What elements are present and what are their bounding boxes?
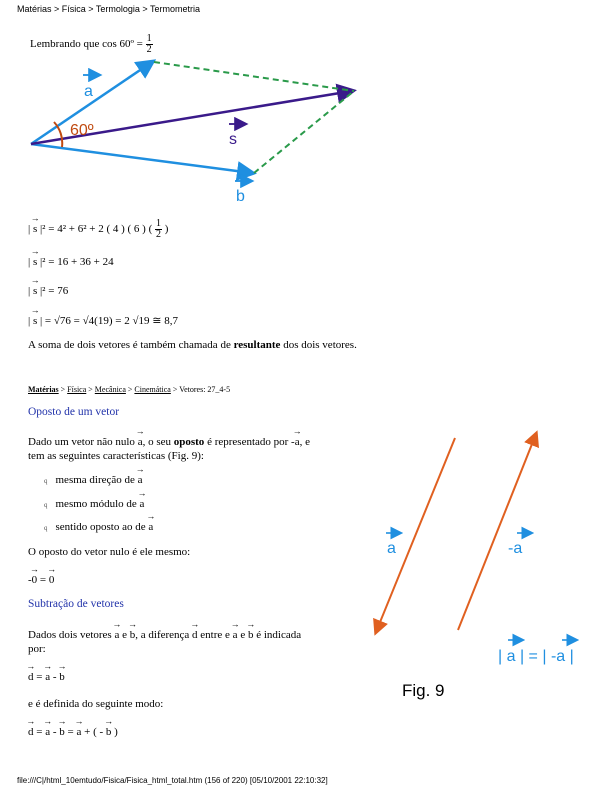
- intro-text: [30, 34, 153, 55]
- fig9-caption: Fig. 9: [402, 681, 445, 700]
- fraction-numerator: 1: [146, 33, 152, 44]
- text: -: [28, 574, 32, 586]
- dashed-side-right: [254, 91, 354, 173]
- separator: >: [125, 385, 135, 394]
- vector-b: → b: [59, 725, 65, 739]
- dashed-side-top: [154, 62, 354, 91]
- vector-s: → s: [33, 314, 37, 328]
- oposto-paragraph: [28, 435, 368, 463]
- vector-b: → b: [130, 628, 136, 642]
- text: , a diferença: [135, 629, 193, 641]
- equation-body: | = √76 = √4(19) = 2 √19 ≅ 8,7: [39, 315, 178, 327]
- vector-d: → d: [28, 670, 34, 684]
- angle-label: 60º: [70, 122, 94, 139]
- abs-bar: |: [28, 256, 31, 268]
- vector-s: → s: [33, 222, 37, 236]
- heading-oposto: Oposto de um vetor: [28, 406, 120, 418]
- fraction-denominator: 2: [156, 229, 162, 240]
- breadcrumb-mid: [28, 385, 230, 394]
- equation-4: [28, 314, 178, 328]
- vector-zero: → 0: [49, 573, 55, 587]
- link-cinematica[interactable]: Cinemática: [134, 385, 171, 394]
- breadcrumb: Matérias > Física > Termologia > Termometria: [17, 4, 200, 14]
- breadcrumb-current: > Vetores: 27_4-5: [170, 385, 231, 394]
- list-item: [44, 520, 153, 535]
- text: Dados dois vetores: [28, 629, 115, 641]
- text: ): [111, 726, 118, 738]
- text: dos dois vetores.: [280, 339, 357, 351]
- abs-bar: |: [28, 315, 31, 327]
- vector-a-line: [376, 438, 455, 632]
- vector-d: → d: [28, 725, 34, 739]
- nulo-text: O oposto do vetor nulo é ele mesmo:: [28, 546, 191, 558]
- separator: >: [58, 385, 68, 394]
- subtracao-eq1: [28, 670, 65, 684]
- text: é representado por -: [204, 436, 295, 448]
- text: mesmo módulo de: [55, 498, 140, 510]
- defined-text: e é definida do seguinte modo:: [28, 698, 164, 710]
- vector-a: → a: [148, 520, 153, 534]
- fraction-numerator: 1: [156, 218, 162, 229]
- text: -: [50, 671, 60, 683]
- text: =: [64, 726, 77, 738]
- vector-s: → s: [33, 255, 37, 269]
- label-b: b: [236, 188, 245, 205]
- intro-label: Lembrando que cos 60º =: [30, 38, 143, 51]
- label-a: a: [387, 540, 396, 557]
- link-mecanica[interactable]: Mecânica: [94, 385, 126, 394]
- list-item: [44, 473, 143, 488]
- text: =: [33, 726, 46, 738]
- text: entre e: [197, 629, 233, 641]
- text: é indicada: [253, 629, 302, 641]
- text: + ( -: [81, 726, 106, 738]
- fraction: [146, 34, 153, 55]
- label-neg-a: -a: [508, 540, 523, 557]
- subtracao-paragraph: [28, 628, 368, 656]
- text: =: [33, 671, 46, 683]
- equation-close: ): [164, 223, 169, 236]
- fraction: [155, 219, 162, 240]
- vector-neg-a-line: [458, 434, 536, 630]
- equation-3: [28, 284, 68, 298]
- link-materias[interactable]: Matérias: [28, 385, 59, 394]
- vector-s: → s: [33, 284, 37, 298]
- link-fisica[interactable]: Física: [67, 385, 87, 394]
- bold-term: resultante: [233, 339, 281, 351]
- abs-bar: |: [28, 285, 31, 297]
- resultante-paragraph: [28, 338, 357, 352]
- heading-subtracao: Subtração de vetores: [28, 598, 124, 610]
- label-a: a: [84, 83, 93, 100]
- vector-a: → a: [233, 628, 238, 642]
- vector-a: → a: [77, 725, 82, 739]
- bullet-icon: q: [44, 477, 48, 485]
- vector-zero: → 0: [32, 573, 38, 587]
- vector-d: → d: [192, 628, 198, 642]
- text: , o seu: [142, 436, 174, 448]
- text: tem as seguintes características (Fig. 9):: [28, 450, 204, 462]
- vector-a: → a: [140, 497, 145, 511]
- vector-a: → a: [114, 628, 119, 642]
- equation-body: |² = 16 + 36 + 24: [39, 256, 114, 268]
- equation-1: [28, 219, 168, 240]
- separator: >: [86, 385, 95, 394]
- text: A soma de dois vetores é também chamada de: [28, 339, 234, 351]
- text: e: [119, 629, 130, 641]
- bullet-icon: q: [44, 524, 48, 532]
- subtracao-eq2: [28, 725, 118, 739]
- bullet-icon: q: [44, 501, 48, 509]
- fig9-diagram: [370, 425, 600, 705]
- equation-body: |² = 76: [39, 285, 69, 297]
- angle-arc: [54, 122, 62, 147]
- vector-a: → a: [45, 725, 50, 739]
- list-item: [44, 497, 144, 512]
- abs-bar: |: [28, 223, 31, 236]
- text: mesma direção de: [55, 474, 138, 486]
- modulus-equality: | a | = | -a |: [498, 648, 574, 665]
- vector-b-line: [31, 144, 252, 173]
- nulo-equation: [28, 573, 54, 587]
- equation-2: [28, 255, 114, 269]
- footer-path: file:///C|/html_10emtudo/Fisica/Fisica_html_total.htm (156 of 220) [05/10/2001 22:10:32]: [17, 776, 328, 785]
- text: e: [237, 629, 248, 641]
- vector-a: → a: [138, 473, 143, 487]
- text: , e: [299, 436, 310, 448]
- parallelogram-diagram: [20, 55, 365, 205]
- vector-a: → a: [45, 670, 50, 684]
- text: Dado um vetor não nulo: [28, 436, 138, 448]
- vector-a: → a: [138, 435, 143, 449]
- vector-a: → a: [295, 435, 300, 449]
- text: por:: [28, 643, 46, 655]
- vector-b: → b: [59, 670, 65, 684]
- label-s: s: [229, 131, 237, 148]
- text: sentido oposto ao de: [55, 521, 149, 533]
- bold-term: oposto: [173, 436, 205, 448]
- vector-b: → b: [106, 725, 112, 739]
- fraction-denominator: 2: [146, 44, 152, 55]
- text: =: [37, 574, 49, 586]
- text: -: [50, 726, 60, 738]
- vector-b: → b: [248, 628, 254, 642]
- equation-body: |² = 4² + 6² + 2 ( 4 ) ( 6 ) (: [39, 223, 153, 236]
